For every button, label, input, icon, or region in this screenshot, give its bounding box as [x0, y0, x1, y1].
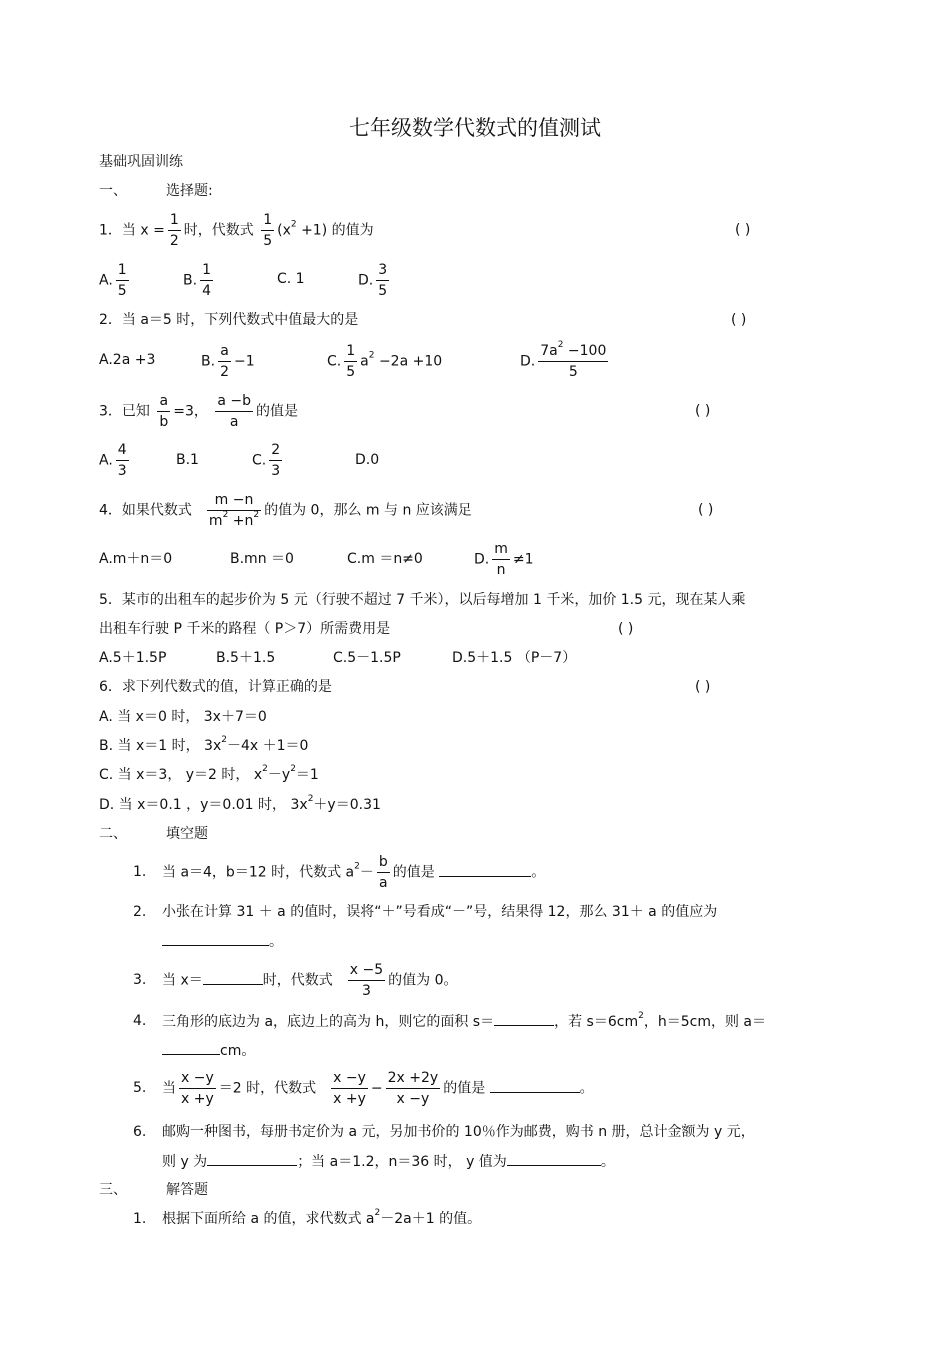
q5-option-d: D.5＋1.5 （P－7） [452, 650, 577, 666]
section-3-label: 解答题 [166, 1182, 208, 1198]
question-5-line-2: 出租车行驶 P 千米的路程（ P＞7）所需费用是 [99, 621, 391, 637]
q3-option-d: D.0 [355, 452, 380, 468]
q1-option-a: A. $\frac{1}{5}$ [99, 262, 127, 299]
fill-2-line-2: 。 [162, 931, 283, 952]
q4-option-d: D. $\frac{m}{n}$ ≠1 [474, 541, 534, 578]
section-2-number: 二、 [99, 826, 127, 842]
q5-option-b: B.5＋1.5 [216, 650, 276, 666]
q4-option-b: B.mn ＝0 [230, 551, 294, 567]
answer-bracket: ( ) [695, 679, 711, 695]
q5-option-a: A.5＋1.5P [99, 650, 167, 666]
answer-bracket: ( ) [698, 502, 714, 518]
fill-6-number: 6. [133, 1124, 147, 1140]
answer-blank [507, 1151, 601, 1166]
answer-bracket: ( ) [695, 403, 711, 419]
q1-option-c: C. 1 [277, 271, 305, 287]
question-2: 2．当 a＝5 时，下列代数式中值最大的是 [99, 312, 359, 328]
q3-option-b: B.1 [176, 452, 199, 468]
section-1-number: 一、 [99, 183, 127, 199]
answer-bracket: ( ) [731, 312, 747, 328]
question-4: 4．如果代数式 $\frac{m -n}{m^2 +n^2}$ 的值为 0，那么 m 与 n 应该满足 [99, 492, 472, 529]
answer-blank [439, 862, 531, 877]
answer-blank [494, 1011, 554, 1026]
q5-option-c: C.5－1.5P [333, 650, 401, 666]
q1-option-d: D. $\frac{3}{5}$ [358, 262, 388, 299]
answer-blank [162, 1040, 220, 1055]
answer-blank [490, 1078, 580, 1093]
q6-option-d: D. 当 x＝0.1 ，y＝0.01 时， $3x^2+y=0.31$ [99, 794, 381, 813]
subtitle: 基础巩固训练 [99, 154, 183, 170]
question-1: 1．当 x = $\frac{1}{2}$ 时，代数式 $\frac{1}{5}$ $(x^2 +1)$ 的值为 [99, 212, 374, 249]
fill-4-line-2: cm。 [162, 1040, 255, 1061]
q6-option-a: A. 当 x＝0 时， 3x＋7＝0 [99, 709, 267, 725]
fill-6-line-1: 邮购一种图书，每册书定价为 a 元，另加书价的 10％作为邮费，购书 n 册，总计金额为 y 元， [162, 1124, 755, 1140]
question-6: 6．求下列代数式的值，计算正确的是 [99, 679, 332, 695]
q3-option-c: C. $\frac{2}{3}$ [252, 442, 281, 479]
q6-option-c: C. 当 x＝3， y＝2 时， $x^2-y^2=1$ [99, 764, 319, 783]
q2-option-c: C. $\frac{1}{5}$ $a^2 -2a +10$ [327, 343, 443, 380]
q4-option-c: C.m ＝n≠0 [347, 551, 423, 567]
fill-3: 当 x＝ 时，代数式 $\frac{x -5}{3}$ 的值为 0。 [162, 962, 458, 999]
answer-bracket: ( ) [735, 222, 751, 238]
q3-option-a: A. $\frac{4}{3}$ [99, 442, 127, 479]
fill-1: 当 a＝4，b＝12 时，代数式 $a^2-$ $\frac{b}{a}$ 的值是 。 [162, 854, 546, 891]
solve-1: 根据下面所给 a 的值，求代数式 $a^2-2a+1$ 的值。 [162, 1208, 482, 1227]
section-1-label: 选择题: [166, 183, 213, 199]
section-3-number: 三、 [99, 1182, 127, 1198]
fill-5: 当 $\frac{x -y}{x +y}$ ＝2 时，代数式 $\frac{x -y}{x +y}$ − $\frac{2x +2y}{x -y}$ 的值是 。 [162, 1070, 594, 1107]
fill-6-line-2: 则 y 为 ；当 a＝1.2，n＝36 时， y 值为 。 [162, 1151, 615, 1172]
question-3: 3．已知 $\frac{a}{b}$ =3， $\frac{a -b}{a}$ 的值是 [99, 393, 299, 430]
answer-blank [203, 970, 263, 985]
fill-1-number: 1. [133, 864, 147, 880]
solve-1-number: 1. [133, 1211, 147, 1227]
q4-option-a: A.m＋n＝0 [99, 551, 173, 567]
fraction: $\frac{1}{5}$ [263, 212, 273, 249]
fill-4-line-1: 三角形的底边为 a，底边上的高为 h，则它的面积 s＝ ，若 $s=6cm^2$，h＝5cm，则 a＝ [162, 1011, 766, 1030]
answer-blank [207, 1151, 297, 1166]
q6-option-b: B. 当 x＝1 时， $3x^2-4x +1=0$ [99, 735, 309, 754]
fill-2-number: 2. [133, 904, 147, 920]
fill-4-number: 4. [133, 1013, 147, 1029]
page-title: 七年级数学代数式的值测试 [349, 116, 601, 140]
fill-3-number: 3. [133, 972, 147, 988]
section-2-label: 填空题 [166, 826, 208, 842]
answer-bracket: ( ) [618, 621, 634, 637]
fraction: $\frac{1}{2}$ [169, 212, 179, 249]
question-5-line-1: 5．某市的出租车的起步价为 5 元（行驶不超过 7 千米），以后每增加 1 千米，加价 1.5 元，现在某人乘 [99, 592, 746, 608]
q2-option-d: D. $\frac{7a^2 -100}{5}$ [520, 340, 607, 380]
q2-option-b: B. $\frac{a}{2}$ −1 [201, 343, 255, 380]
fill-5-number: 5. [133, 1080, 147, 1096]
q2-option-a: A.2a +3 [99, 352, 156, 368]
fill-2-line-1: 小张在计算 31 ＋ a 的值时，误将“＋”号看成“－”号，结果得 12，那么 31＋ a 的值应为 [162, 904, 718, 920]
answer-blank [162, 931, 269, 946]
q1-option-b: B. $\frac{1}{4}$ [183, 262, 211, 299]
